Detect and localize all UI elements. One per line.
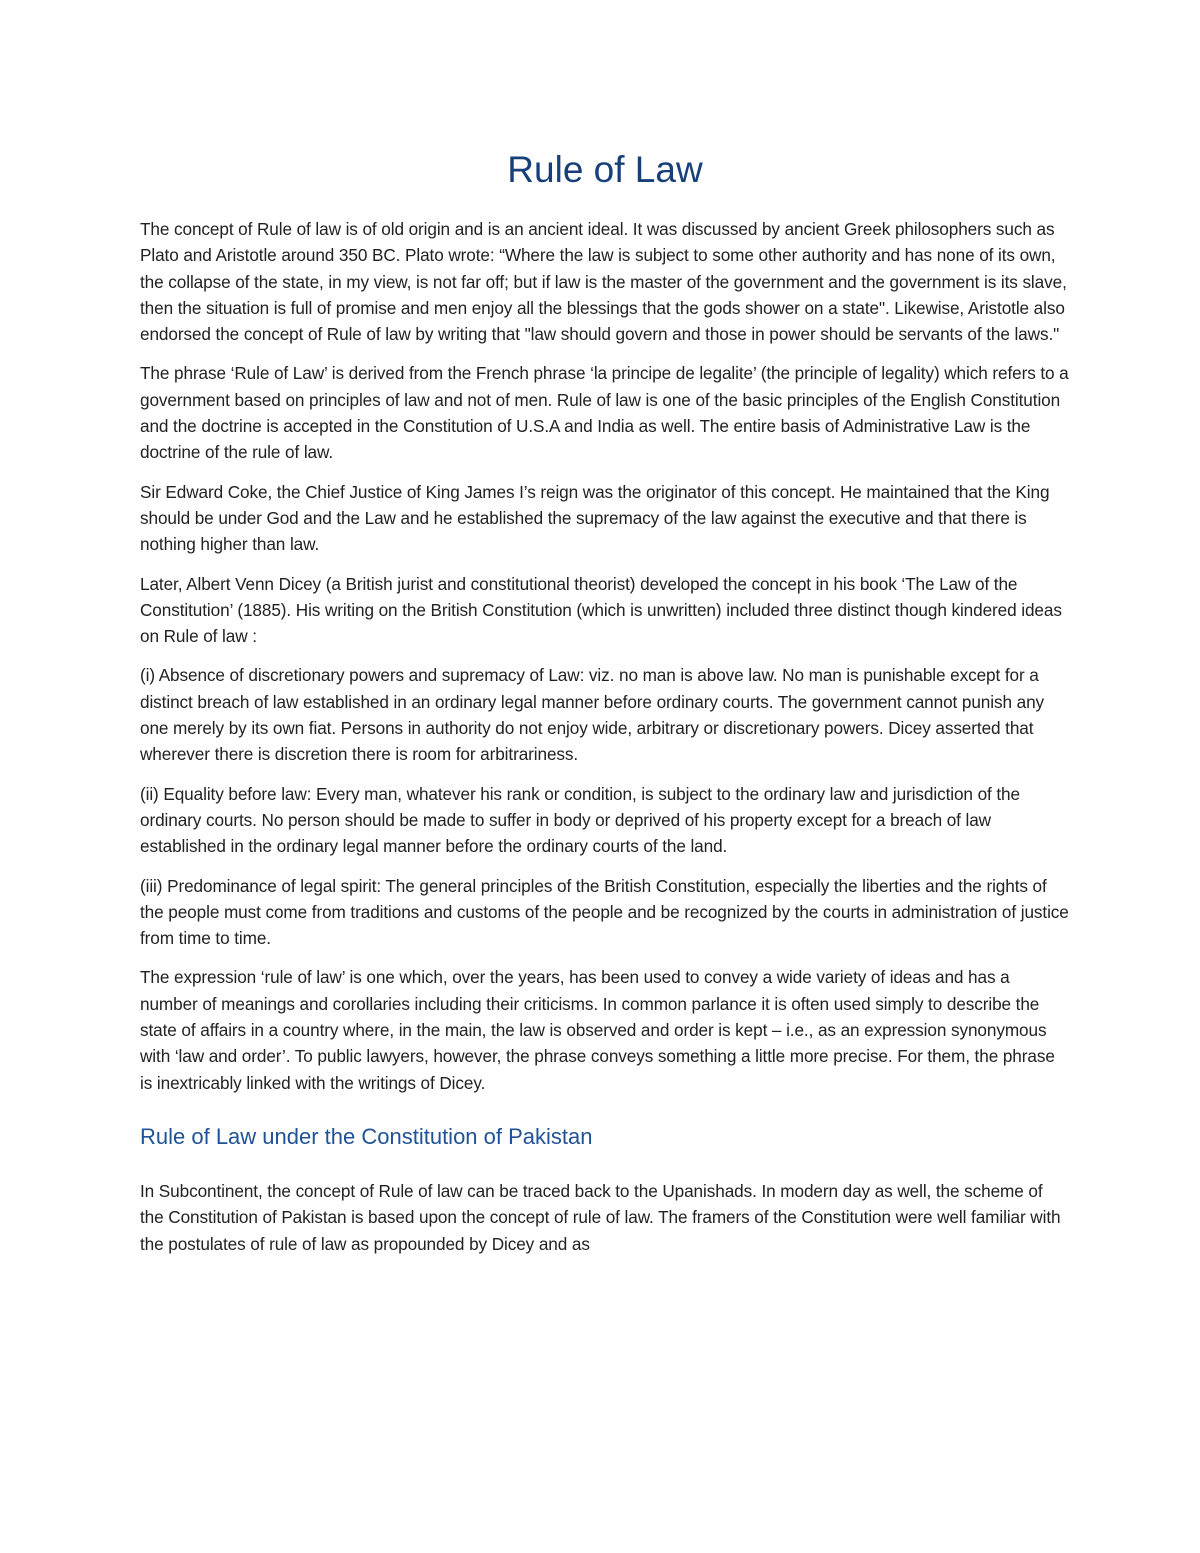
paragraph-dicey: Later, Albert Venn Dicey (a British jurist and constitutional theorist) developed the concept in his book ‘The Law of the Constitution’ (1885). His writing on the British Constitution (which is unwritten) included three distinct though kindered ideas on Rule of law : (140, 573, 1062, 647)
paragraph-point-ii: (ii) Equality before law: Every man, whatever his rank or condition, is subject to the ordinary law and jurisdiction of the ordinary courts. No person should be made to suffer in body or deprived of his property except for a breach of law established in the ordinary legal manner before the ordinary courts of the land. (140, 783, 1020, 857)
document-page (140, 140, 1070, 1270)
paragraph-phrase-origin: The phrase ‘Rule of Law’ is derived from the French phrase ‘la principe de legalite’ (the principle of legality) which refers to a government based on principles of law and not of men. Rule of law is one of the basic principles of the English Constitution and the doctrine is accepted in the Constitution of U.S.A and India as well. The entire basis of Administrative Law is the doctrine of the rule of law. (140, 363, 1069, 463)
paragraph-point-i: (i) Absence of discretionary powers and supremacy of Law: viz. no man is above law. No man is punishable except for a distinct breach of law established in an ordinary legal manner before ordinary courts. The government cannot punish any one merely by its own fiat. Persons in authority do not enjoy wide, arbitrary or discretionary powers. Dicey asserted that wherever there is discretion there is room for arbitrariness. (140, 665, 1045, 765)
paragraph-point-iii: (iii) Predominance of legal spirit: The general principles of the British Constitution, especially the liberties and the rights of the people must come from traditions and customs of the people and be recognized by the courts in administration of justice from time to time. (140, 875, 1069, 949)
section-heading-pakistan: Rule of Law under the Constitution of Pakistan (140, 1123, 593, 1149)
paragraph-subcontinent: In Subcontinent, the concept of Rule of law can be traced back to the Upanishads. In modern day as well, the scheme of the Constitution of Pakistan is based upon the concept of rule of law. The framers of the Constitution were well familiar with the postulates of rule of law as propounded by Dicey and as (140, 1180, 1061, 1254)
paragraph-expression: The expression ‘rule of law’ is one which, over the years, has been used to convey a wide variety of ideas and has a number of meanings and corollaries including their criticisms. In common parlance it is often used simply to describe the state of affairs in a country where, in the main, the law is observed and order is kept – i.e., as an expression synonymous with ‘law and order’. To public lawyers, however, the phrase conveys something a little more precise. For them, the phrase is inextricably linked with the writings of Dicey. (140, 967, 1055, 1093)
paragraph-edward-coke: Sir Edward Coke, the Chief Justice of King James I’s reign was the originator of this concept. He maintained that the King should be under God and the Law and he established the supremacy of the law against the executive and that there is nothing higher than law. (140, 481, 1050, 555)
paragraph-origin: The concept of Rule of law is of old origin and is an ancient ideal. It was discussed by ancient Greek philosophers such as Plato and Aristotle around 350 BC. Plato wrote: “Where the law is subject to some other authority and has none of its own, the collapse of the state, in my view, is not far off; but if law is the master of the government and the government is its slave, then the situation is full of promise and men enjoy all the blessings that the gods shower on a state". Likewise, Aristotle also endorsed the concept of Rule of law by writing that "law should govern and those in power should be servants of the laws." (140, 219, 1067, 345)
document-title: Rule of Law (507, 149, 703, 190)
